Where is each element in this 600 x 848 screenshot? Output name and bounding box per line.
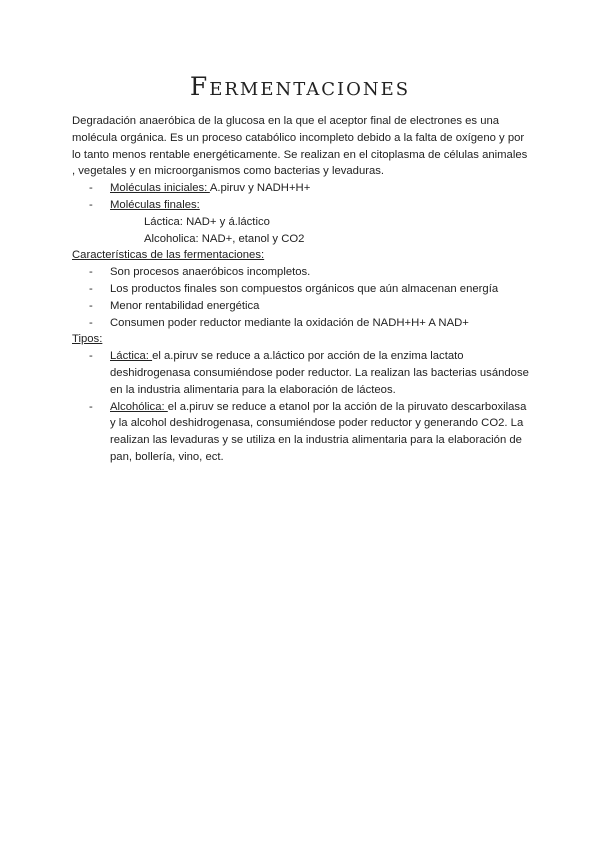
list-item bbox=[72, 348, 532, 398]
page-title: Fermentaciones bbox=[189, 72, 411, 101]
list-item bbox=[72, 197, 532, 214]
list-item: - Menor rentabilidad energética bbox=[72, 298, 532, 315]
final-molecule-lactica: Láctica: NAD+ y á.láctico bbox=[144, 215, 270, 228]
list-item: - Consumen poder reductor mediante la oxidación de NADH+H+ A NAD+ bbox=[72, 315, 532, 332]
list-item: - Los productos finales son compuestos orgánicos que aún almacenan energía bbox=[72, 281, 532, 298]
type-lactica-label: Láctica: bbox=[110, 350, 153, 363]
document-body bbox=[72, 113, 532, 466]
list-item bbox=[72, 180, 532, 197]
characteristics-heading: Características de las fermentaciones: bbox=[72, 249, 265, 262]
list-item: - Son procesos anaeróbicos incompletos. bbox=[72, 264, 532, 281]
type-lactica-text: el a.piruv se reduce a a.láctico por acción de la enzima lactato deshidrogenasa consumiéndose poder reductor. La realizan las bacterias usándose en la industria alimentaria para la elaboración de lácteos. bbox=[110, 350, 529, 396]
intro-paragraph: Degradación anaeróbica de la glucosa en la que el aceptor final de electrones es una molécula orgánica. Es un proceso catabólico incompleto debido a la falta de oxígeno y por lo tanto menos rentable energéticamente. Se realizan en el citoplasma de células animales , vegetales y en microorganismos como bacterias y levaduras. bbox=[72, 115, 528, 178]
list-item bbox=[72, 399, 532, 466]
type-alcoholica-label: Alcohólica: bbox=[110, 400, 168, 413]
initial-molecules-label: Moléculas iniciales: bbox=[110, 182, 210, 195]
characteristics-list bbox=[72, 264, 532, 331]
type-alcoholica-text: el a.piruv se reduce a etanol por la acción de la piruvato descarboxilasa y la alcohol deshidrogenasa, consumiéndose poder reductor y generando CO2. La realizan las levaduras y se utiliza en la industria alimentaria para la elaboración de pan, bollería, vino, ect. bbox=[110, 400, 527, 463]
final-molecule-alcoholica: Alcoholica: NAD+, etanol y CO2 bbox=[144, 232, 305, 245]
molecules-list bbox=[72, 180, 532, 214]
types-heading: Tipos: bbox=[72, 333, 103, 346]
final-molecules-label: Moléculas finales: bbox=[110, 198, 200, 211]
types-list bbox=[72, 348, 532, 466]
initial-molecules-value: A.piruv y NADH+H+ bbox=[209, 182, 311, 195]
